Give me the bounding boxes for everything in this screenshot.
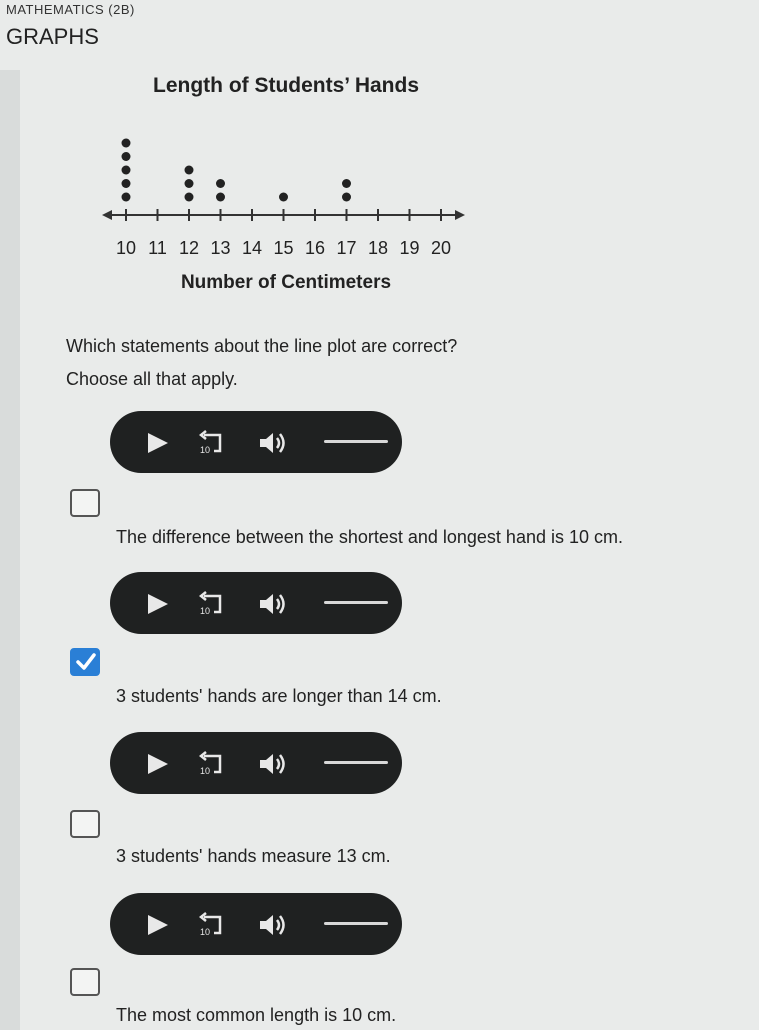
plot-dot [185,166,194,175]
number-line [102,209,465,221]
replay-label: 10 [200,445,211,455]
axis-arrow-left [102,210,112,220]
option-text-3[interactable]: 3 students' hands measure 13 cm. [116,846,391,866]
plot-dot [122,193,131,202]
tick-label: 20 [430,238,452,258]
speaker-icon[interactable] [256,750,290,778]
audio-progress-track[interactable] [324,761,388,764]
question-instruction: Choose all that apply. [66,369,238,389]
audio-player [110,572,402,634]
section-title: GRAPHS [6,24,99,49]
plot-dot [185,193,194,202]
checkmark-icon [75,652,97,672]
audio-player [110,732,402,794]
audio-progress-track[interactable] [324,922,388,925]
plot-dot [216,179,225,188]
tick-label: 10 [115,238,137,258]
audio-player [110,411,402,473]
tick-label: 18 [367,238,389,258]
option-text-2[interactable]: 3 students' hands are longer than 14 cm. [116,686,442,706]
replay-10-icon[interactable] [196,750,228,778]
replay-label: 10 [200,606,211,616]
tick-label: 12 [178,238,200,258]
audio-progress-track[interactable] [324,440,388,443]
speaker-icon[interactable] [256,429,290,457]
question-prompt: Which statements about the line plot are correct? [66,336,458,356]
tick-labels [116,238,451,258]
plot-dot [122,152,131,161]
play-icon[interactable] [148,433,168,453]
option-text-4[interactable]: The most common length is 10 cm. [116,1005,397,1025]
replay-label: 10 [200,766,211,776]
audio-player [110,893,402,955]
line-plot [0,0,759,300]
replay-10-icon[interactable] [196,590,228,618]
course-title: MATHEMATICS (2B) [6,2,135,17]
plot-dot [342,179,351,188]
plot-dot [122,179,131,188]
option-text-1[interactable]: The difference between the shortest and longest hand is 10 cm. [116,527,623,547]
option-checkbox-3[interactable] [70,810,100,838]
tick-label: 11 [148,238,167,258]
option-checkbox-2[interactable] [70,648,100,676]
audio-progress-track[interactable] [324,601,388,604]
axis-arrow-right [455,210,465,220]
play-icon[interactable] [148,754,168,774]
tick-label: 17 [336,238,357,258]
x-axis-label: Number of Centimeters [180,272,392,293]
plot-dot [279,193,288,202]
plot-dot [185,179,194,188]
play-icon[interactable] [148,915,168,935]
plot-dots [122,139,352,202]
option-checkbox-1[interactable] [70,489,100,517]
replay-label: 10 [200,927,211,937]
tick-label: 13 [210,238,231,258]
speaker-icon[interactable] [256,590,290,618]
tick-label: 19 [399,238,420,258]
play-icon[interactable] [148,594,168,614]
tick-label: 15 [273,238,294,258]
chart-title: Length of Students’ Hands [153,74,419,97]
plot-dot [122,166,131,175]
replay-10-icon[interactable] [196,911,228,939]
option-checkbox-4[interactable] [70,968,100,996]
plot-dot [122,139,131,148]
plot-dot [216,193,225,202]
plot-dot [342,193,351,202]
replay-10-icon[interactable] [196,429,228,457]
tick-label: 14 [241,238,263,258]
tick-label: 16 [304,238,326,258]
speaker-icon[interactable] [256,911,290,939]
